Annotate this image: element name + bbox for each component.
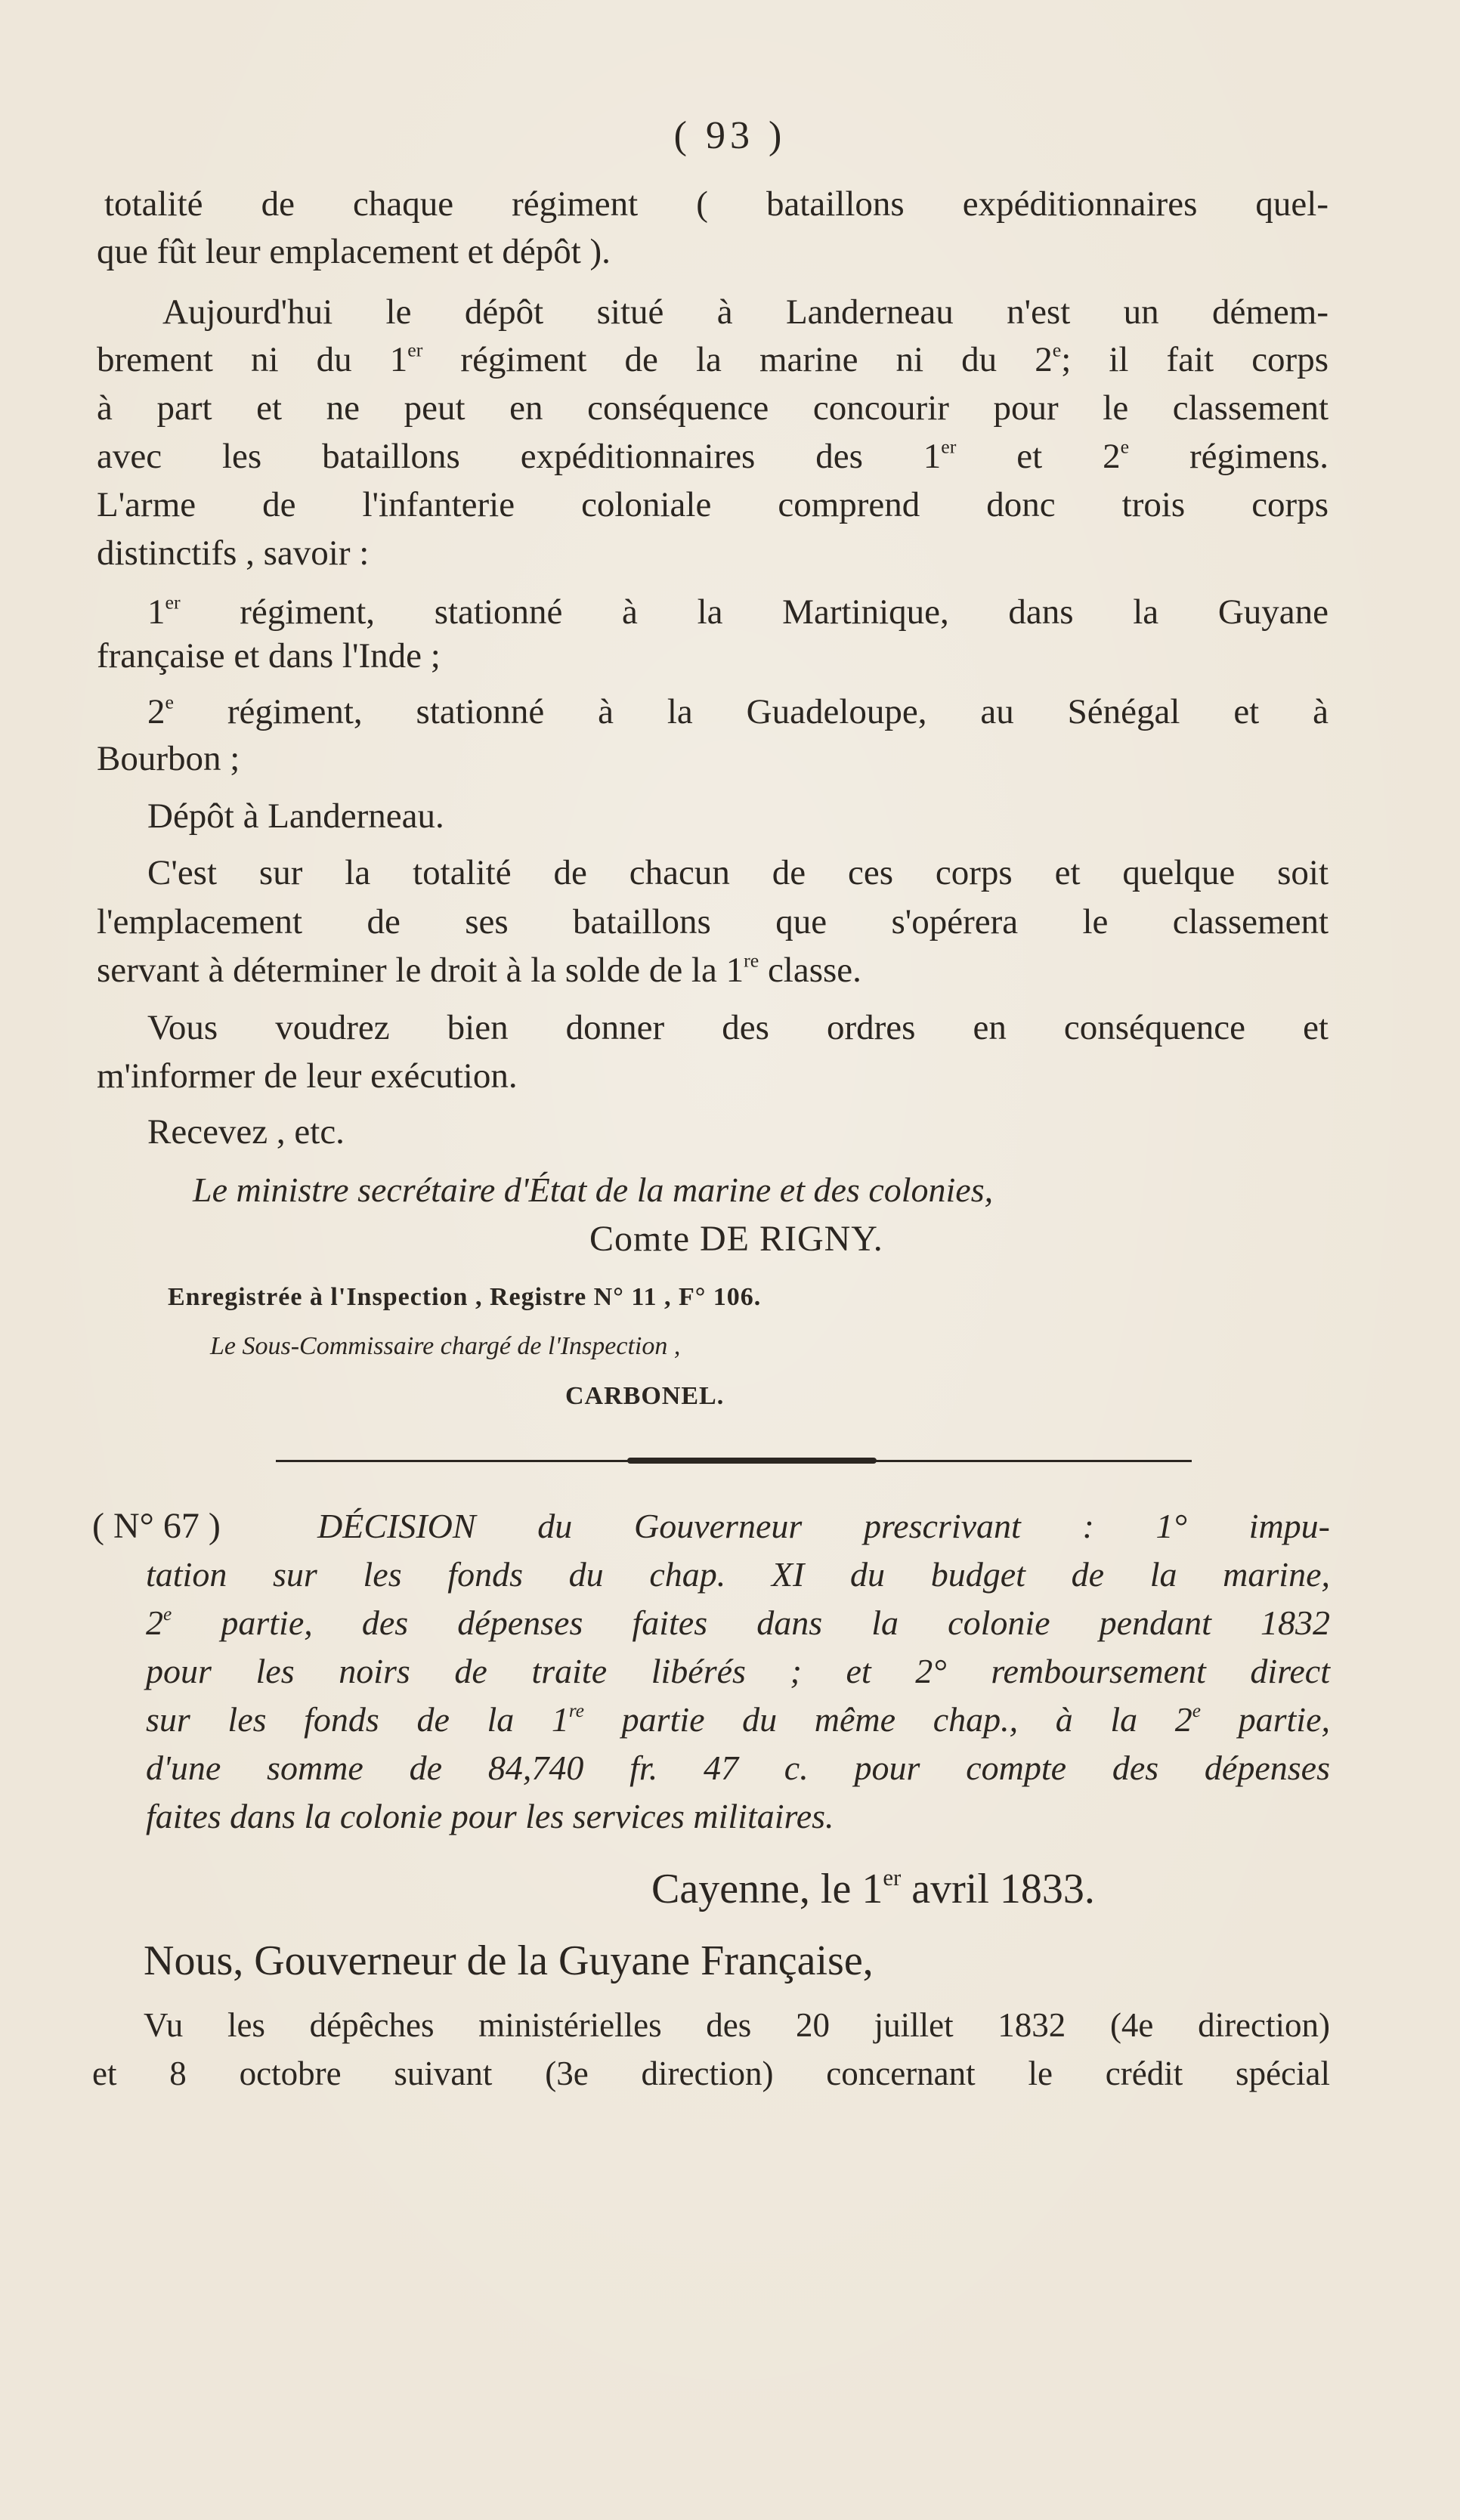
separator-rule-center bbox=[627, 1458, 877, 1464]
body-line: Vous voudrez bien donner des ordres en conséquence et bbox=[147, 1008, 1329, 1047]
place-date: Cayenne, le 1er avril 1833. bbox=[651, 1864, 1095, 1912]
body-line: brement ni du 1er régiment de la marine ni du 2e; il fait corps bbox=[97, 339, 1329, 379]
body-line: l'emplacement de ses bataillons que s'opérera le classement bbox=[97, 902, 1329, 942]
body-line: servant à déterminer le droit à la solde de la 1re classe. bbox=[97, 949, 861, 990]
body-line: que fût leur emplacement et dépôt ). bbox=[97, 232, 611, 271]
decision-number: ( N° 67 ) bbox=[92, 1506, 221, 1546]
body-line: C'est sur la totalité de chacun de ces corps et quelque soit bbox=[147, 853, 1329, 892]
body-line: distinctifs , savoir : bbox=[97, 533, 370, 573]
registration-signatory-title: Le Sous-Commissaire chargé de l'Inspection , bbox=[210, 1332, 681, 1360]
body-line: totalité de chaque régiment ( bataillons expéditionnaires quel- bbox=[104, 184, 1329, 224]
signature-title: Le ministre secrétaire d'État de la marine et des colonies, bbox=[193, 1170, 994, 1209]
body-line: avec les bataillons expéditionnaires des 1er et 2e régimens. bbox=[97, 435, 1329, 476]
body-line: Bourbon ; bbox=[97, 739, 240, 778]
registration-line: Enregistrée à l'Inspection , Registre N° 11 , F° 106. bbox=[168, 1283, 762, 1311]
body-line: Dépôt à Landerneau. bbox=[147, 796, 444, 836]
decision-line: faites dans la colonie pour les services militaires. bbox=[146, 1797, 834, 1835]
body-line: 2e régiment, stationné à la Guadeloupe, au Sénégal et à bbox=[147, 691, 1329, 731]
registration-signatory-name: CARBONEL. bbox=[565, 1382, 725, 1410]
body-line: L'arme de l'infanterie coloniale comprend donc trois corps bbox=[97, 485, 1329, 524]
closing-line: Vu les dépêches ministérielles des 20 juillet 1832 (4e direction) bbox=[144, 2006, 1330, 2044]
signature-name: Comte DE RIGNY. bbox=[589, 1219, 883, 1259]
closing-line: et 8 octobre suivant (3e direction) concernant le crédit spécial bbox=[92, 2055, 1330, 2092]
decision-line: DÉCISION du Gouverneur prescrivant : 1° impu- bbox=[317, 1507, 1330, 1545]
decision-line: sur les fonds de la 1re partie du même chap., à la 2e partie, bbox=[146, 1700, 1331, 1739]
body-line: Recevez , etc. bbox=[147, 1112, 345, 1152]
page-number: ( 93 ) bbox=[673, 114, 787, 157]
decision-line: 2e partie, des dépenses faites dans la colonie pendant 1832 bbox=[146, 1603, 1330, 1642]
decision-line: d'une somme de 84,740 fr. 47 c. pour compte des dépenses bbox=[146, 1749, 1330, 1787]
body-line: 1er régiment, stationné à la Martinique, dans la Guyane bbox=[147, 591, 1329, 632]
body-line: à part et ne peut en conséquence concourir pour le classement bbox=[97, 388, 1329, 428]
decision-line: pour les noirs de traite libérés ; et 2° remboursement direct bbox=[146, 1652, 1330, 1690]
body-line: française et dans l'Inde ; bbox=[97, 636, 441, 676]
decision-line: tation sur les fonds du chap. XI du budget de la marine, bbox=[146, 1555, 1330, 1594]
body-line: Aujourd'hui le dépôt situé à Landerneau n'est un démem- bbox=[162, 292, 1329, 332]
body-line: m'informer de leur exécution. bbox=[97, 1056, 518, 1096]
governor-line: Nous, Gouverneur de la Guyane Française, bbox=[144, 1937, 874, 1984]
